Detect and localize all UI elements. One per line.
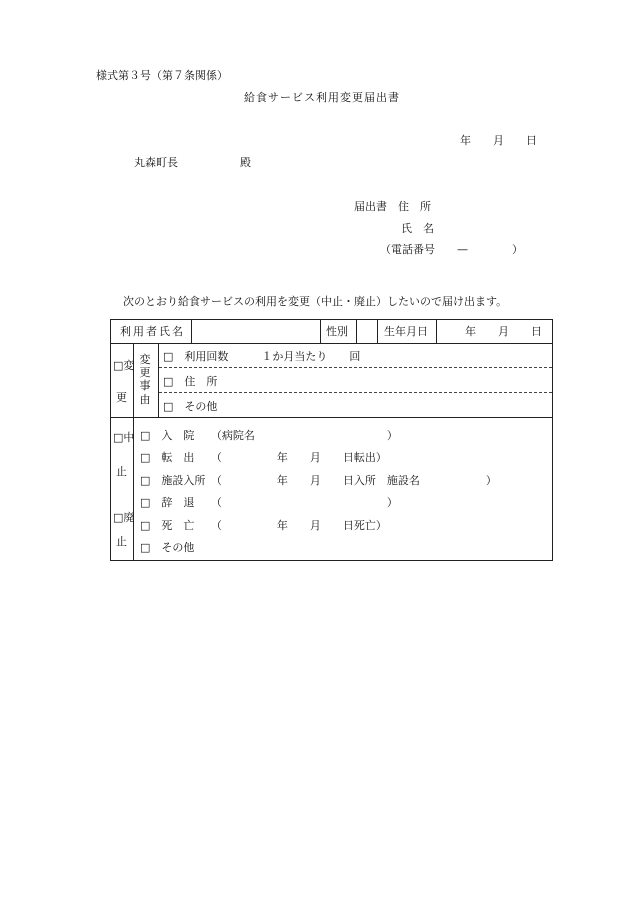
stop-option-death[interactable]: □ 死 亡 （ 年 月 日死亡） bbox=[140, 519, 387, 532]
stop-section-label-2: 止 bbox=[116, 465, 127, 478]
table-divider bbox=[320, 320, 321, 343]
change-section-label-2: 更 bbox=[116, 391, 127, 404]
address-label: 届出書 住 所 bbox=[354, 200, 431, 213]
honorific: 殿 bbox=[240, 156, 251, 169]
table-divider bbox=[436, 320, 437, 343]
user-name-field[interactable] bbox=[192, 321, 319, 342]
change-section-label: □変 bbox=[113, 359, 135, 372]
table-divider bbox=[158, 343, 159, 417]
table-divider-dashed bbox=[159, 367, 552, 368]
stop-option-withdrawal[interactable]: □ 辞 退 （ ） bbox=[140, 496, 398, 509]
change-option-address[interactable]: □ 住 所 bbox=[163, 375, 218, 388]
user-name-label: 利用者氏名 bbox=[120, 325, 185, 338]
birth-date-field[interactable]: 年 月 日 bbox=[465, 325, 542, 338]
name-label: 氏 名 bbox=[401, 222, 434, 235]
stop-option-hospitalization[interactable]: □ 入 院 （病院名 ） bbox=[140, 429, 398, 442]
abolish-section-label: □廃 bbox=[113, 511, 135, 524]
gender-label: 性別 bbox=[326, 325, 348, 338]
stop-section-label: □中 bbox=[113, 431, 135, 444]
intro-text: 次のとおり給食サービスの利用を変更（中止・廃止）したいので届け出ます。 bbox=[123, 295, 508, 308]
change-reason-label: 変更事由 bbox=[139, 353, 151, 406]
table-divider bbox=[111, 417, 552, 418]
stop-option-facility-admission[interactable]: □ 施設入所 （ 年 月 日入所 施設名 ） bbox=[140, 474, 497, 487]
change-form-table bbox=[110, 319, 553, 561]
table-divider bbox=[133, 343, 134, 560]
change-option-other[interactable]: □ その他 bbox=[163, 400, 218, 413]
gender-field[interactable] bbox=[357, 321, 376, 342]
stop-option-move-out[interactable]: □ 転 出 （ 年 月 日転出） bbox=[140, 451, 387, 464]
form-title: 給食サービス利用変更届出書 bbox=[244, 91, 400, 104]
form-number: 様式第３号（第７条関係） bbox=[96, 69, 228, 82]
date-line: 年 月 日 bbox=[460, 134, 537, 147]
table-divider-dashed bbox=[159, 392, 552, 393]
stop-option-other[interactable]: □ その他 bbox=[140, 541, 195, 554]
change-option-usage-count[interactable]: □ 利用回数 １か月当たり 回 bbox=[163, 350, 361, 363]
phone-label: （電話番号 — ） bbox=[380, 243, 523, 256]
abolish-section-label-2: 止 bbox=[116, 535, 127, 548]
table-divider bbox=[111, 343, 552, 344]
birth-label: 生年月日 bbox=[384, 325, 428, 338]
table-divider bbox=[377, 320, 378, 343]
addressee: 丸森町長 bbox=[134, 156, 178, 169]
